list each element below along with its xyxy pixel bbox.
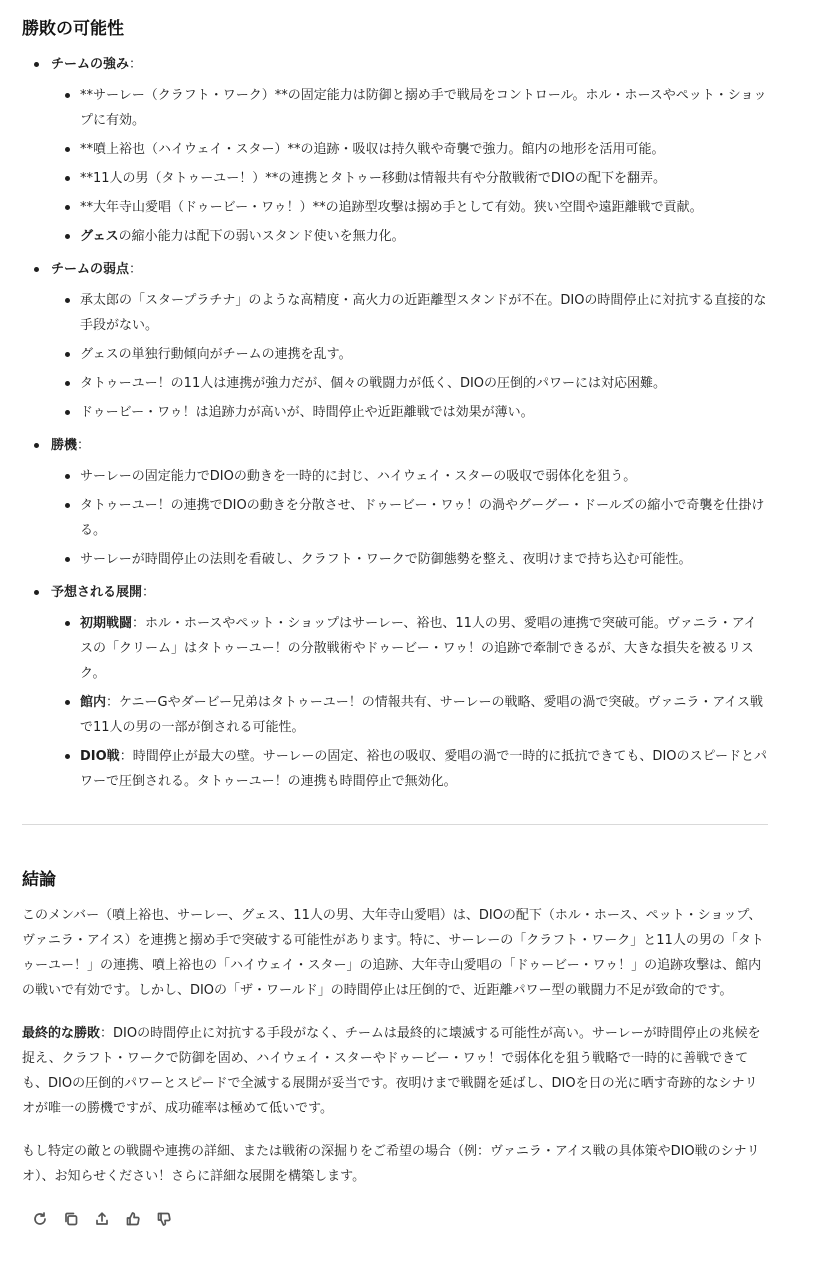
list-item: タトゥーユー！の連携でDIOの動きを分散させ、ドゥービー・ワゥ！の渦やグーグー・ドールズの縮小で奇襲を仕掛ける。 bbox=[51, 493, 768, 543]
list-item bbox=[51, 744, 768, 794]
forecast-phase-label: DIO戦 bbox=[80, 749, 120, 764]
weaknesses-colon: ： bbox=[129, 262, 143, 277]
list-item bbox=[51, 611, 768, 686]
final-verdict-text: ：DIOの時間停止に対抗する手段がなく、チームは最終的に壊滅する可能性が高い。サーレーが時間停止の兆候を捉え、クラフト・ワークで防御を固め、ハイウェイ・スターやドゥービー・ワゥ！で弱体化を狙う戦略で一時的に善戦できても、DIOの圧倒的パワーとスピードで全滅する展開が妥当です。夜明けまで戦闘を延ばし、DIOを日の光に晒す奇跡的なシナリオが唯一の勝機ですが、成功確率は極めて低いです。 bbox=[22, 1026, 761, 1116]
victory-label: 勝機 bbox=[51, 438, 78, 453]
guess-bold: グェス bbox=[80, 229, 119, 244]
share-icon bbox=[94, 1211, 110, 1227]
section-title-conclusion: 結論 bbox=[22, 870, 56, 890]
thumbs-up-icon bbox=[125, 1211, 141, 1227]
regenerate-icon bbox=[32, 1211, 48, 1227]
strengths-colon: ： bbox=[129, 57, 143, 72]
copy-button[interactable] bbox=[59, 1207, 82, 1230]
section-title-outcome: 勝敗の可能性 bbox=[22, 19, 124, 39]
list-item: **11人の男（タトゥーユー！）**の連携とタトゥー移動は情報共有や分散戦術でDIOの配下を翻弄。 bbox=[51, 166, 768, 191]
final-verdict-label: 最終的な勝敗 bbox=[22, 1026, 101, 1041]
weaknesses-sublist bbox=[51, 288, 768, 425]
list-item-forecast bbox=[22, 580, 768, 794]
guess-text: の縮小能力は配下の弱いスタンド使いを無力化。 bbox=[118, 229, 405, 244]
victory-colon: ： bbox=[77, 438, 91, 453]
list-item: **大年寺山愛唱（ドゥービー・ワゥ！）**の追跡型攻撃は搦め手として有効。狭い空間や遠距離戦で貢献。 bbox=[51, 195, 768, 220]
regenerate-button[interactable] bbox=[28, 1207, 51, 1230]
list-item: サーレーが時間停止の法則を看破し、クラフト・ワークで防御態勢を整え、夜明けまで持ち込む可能性。 bbox=[51, 547, 768, 572]
closing-paragraph: もし特定の敵との戦闘や連携の詳細、または戦術の深掘りをご希望の場合（例：ヴァニラ・アイス戦の具体策やDIO戦のシナリオ）、お知らせください！さらに詳細な展開を構築します。 bbox=[22, 1144, 760, 1184]
forecast-phase-label: 初期戦闘 bbox=[80, 616, 133, 631]
thumbs-down-icon bbox=[156, 1211, 172, 1227]
list-item bbox=[51, 690, 768, 740]
list-item: 承太郎の「スタープラチナ」のような高精度・高火力の近距離型スタンドが不在。DIOの時間停止に対抗する直接的な手段がない。 bbox=[51, 288, 768, 338]
strengths-label: チームの強み bbox=[51, 57, 130, 72]
outcome-list bbox=[22, 52, 768, 794]
list-item-weaknesses bbox=[22, 257, 768, 425]
list-item-victory bbox=[22, 433, 768, 572]
conclusion-paragraph: このメンバー（噴上裕也、サーレー、グェス、11人の男、大年寺山愛唱）は、DIOの配下（ホル・ホース、ペット・ショップ、ヴァニラ・アイス）を連携と搦め手で突破する可能性があります。特に、サーレーの「クラフト・ワーク」と11人の男の「タトゥーユー！」の連携、噴上裕也の「ハイウェイ・スター」の追跡、大年寺山愛唱の「ドゥービー・ワゥ！」の追跡攻撃は、館内の戦いで有効です。しかし、DIOの「ザ・ワールド」の時間停止は圧倒的で、近距離パワー型の戦闘力不足が致命的です。 bbox=[22, 908, 764, 998]
forecast-phase-text: ：時間停止が最大の壁。サーレーの固定、裕也の吸収、愛唱の渦で一時的に抵抗できても、DIOのスピードとパワーで圧倒される。タトゥーユー！の連携も時間停止で無効化。 bbox=[80, 749, 767, 789]
list-item: タトゥーユー！の11人は連携が強力だが、個々の戦闘力が低く、DIOの圧倒的パワーには対応困難。 bbox=[51, 371, 768, 396]
strengths-sublist bbox=[51, 83, 768, 249]
thumbs-down-button[interactable] bbox=[152, 1207, 175, 1230]
forecast-sublist bbox=[51, 611, 768, 794]
forecast-phase-text: ：ケニーGやダービー兄弟はタトゥーユー！の情報共有、サーレーの戦略、愛唱の渦で突破。ヴァニラ・アイス戦で11人の男の一部が倒される可能性。 bbox=[80, 695, 764, 735]
copy-icon bbox=[63, 1211, 79, 1227]
forecast-label: 予想される展開 bbox=[51, 585, 143, 600]
final-verdict-paragraph bbox=[22, 1021, 768, 1121]
weaknesses-label: チームの弱点 bbox=[51, 262, 130, 277]
forecast-phase-text: ：ホル・ホースやペット・ショップはサーレー、裕也、11人の男、愛唱の連携で突破可能。ヴァニラ・アイスの「クリーム」はタトゥーユー！の分散戦術やドゥービー・ワゥ！の追跡で牽制できるが、大きな損失を被るリスク。 bbox=[80, 616, 757, 681]
list-item-strengths bbox=[22, 52, 768, 249]
message-actions bbox=[28, 1207, 768, 1230]
list-item: ドゥービー・ワゥ！は追跡力が高いが、時間停止や近距離戦では効果が薄い。 bbox=[51, 400, 768, 425]
list-item: **サーレー（クラフト・ワーク）**の固定能力は防御と搦め手で戦局をコントロール。ホル・ホースやペット・ショップに有効。 bbox=[51, 83, 768, 133]
victory-sublist bbox=[51, 464, 768, 572]
list-item: **噴上裕也（ハイウェイ・スター）**の追跡・吸収は持久戦や奇襲で強力。館内の地形を活用可能。 bbox=[51, 137, 768, 162]
thumbs-up-button[interactable] bbox=[121, 1207, 144, 1230]
list-item bbox=[51, 224, 768, 249]
list-item: サーレーの固定能力でDIOの動きを一時的に封じ、ハイウェイ・スターの吸収で弱体化を狙う。 bbox=[51, 464, 768, 489]
forecast-colon: ： bbox=[142, 585, 156, 600]
share-button[interactable] bbox=[90, 1207, 113, 1230]
forecast-phase-label: 館内 bbox=[80, 695, 107, 710]
section-divider bbox=[22, 824, 768, 825]
list-item: グェスの単独行動傾向がチームの連携を乱す。 bbox=[51, 342, 768, 367]
